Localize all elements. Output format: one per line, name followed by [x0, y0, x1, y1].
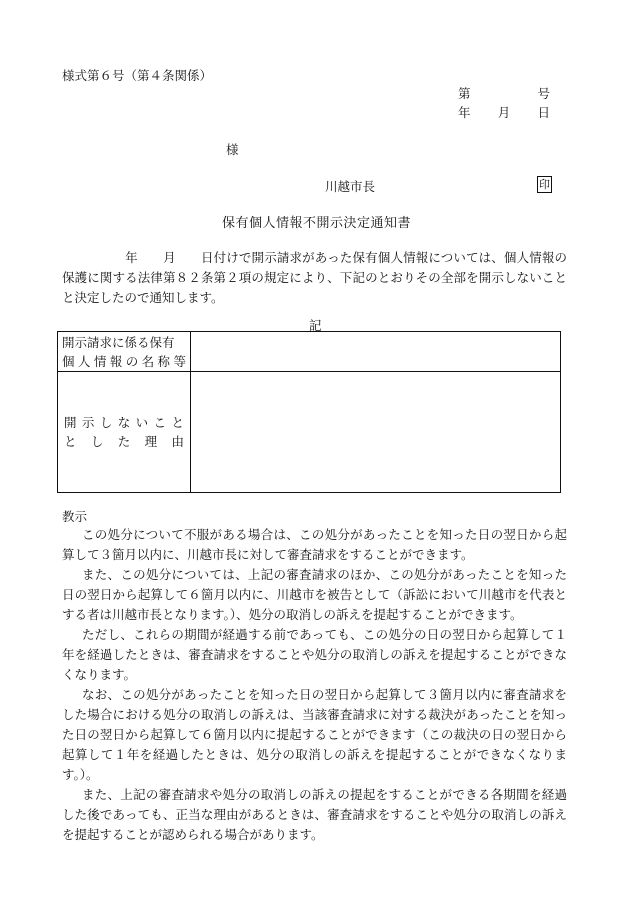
label-reason-line1	[64, 413, 184, 432]
date-month-label: 月	[497, 105, 511, 120]
ki-heading: 記	[309, 318, 322, 333]
label-char: 報	[109, 353, 123, 369]
form-number: 様式第６号（第４条関係）	[62, 68, 213, 83]
label-char: と	[64, 434, 77, 449]
issuer-name: 川越市長	[325, 179, 376, 194]
date-line	[458, 103, 550, 121]
label-char: 等	[173, 353, 186, 369]
label-char: 理	[144, 434, 158, 449]
notice-body-paragraph: 年 月 日付けで開示請求があった保有個人情報については、個人情報の保護に関する法律第８２条第２項の規定により、下記のとおりその全部を開示しないことと決定したので通知します。	[62, 250, 567, 305]
kyoji-heading: 教示	[62, 509, 88, 524]
number-suffix: 号	[537, 86, 550, 101]
label-reason-line2	[64, 432, 184, 451]
label-char: た	[117, 434, 131, 449]
recipient-honorific: 様	[226, 142, 239, 157]
kyoji-paragraph: ただし、これらの期間が経過する前であっても、この処分の日の翌日から起算して１年を経過したときは、審査請求をすることや処分の取消しの訴えを提起することができなくなります。	[62, 627, 567, 682]
table-row-reason	[58, 372, 561, 493]
kyoji-body	[62, 525, 567, 845]
label-cell-info-name	[58, 332, 191, 372]
kyoji-paragraph: また、この処分については、上記の審査請求のほか、この処分があったことを知った日の翌日から起算して６箇月以内に、川越市を被告として（訴訟において川越市を代表とする者は川越市長となります。）、処分の取消しの訴えを提起することができます。	[62, 567, 567, 622]
label-cell-reason	[58, 372, 191, 493]
value-cell-reason[interactable]	[191, 372, 561, 493]
value-cell-info-name[interactable]	[191, 332, 561, 372]
kyoji-paragraph: なお、この処分があったことを知った日の翌日から起算して３箇月以内に審査請求をした場合における処分の取消しの訴えは、当該審査請求に対する裁決があったことを知った日の翌日から起算して６箇月以内に提起することができます（この裁決の日の翌日から起算して１年を経過したときは、処分の取消しの訴えを提起することができなくなります。）。	[62, 687, 567, 782]
label-char: 示	[81, 415, 95, 430]
kyoji-paragraph: また、上記の審査請求や処分の取消しの訴えの提起をすることができる各期間を経過した後であっても、正当な理由があるときは、審査請求をすることや処分の取消しの訴えを提起することが認められる場合があります。	[62, 787, 567, 842]
document-number-line	[458, 84, 550, 102]
label-char: 情	[93, 353, 107, 369]
label-info-name	[58, 333, 190, 371]
label-char: し	[90, 434, 104, 449]
label-char: こ	[153, 415, 167, 430]
date-year-label: 年	[458, 105, 471, 120]
label-char: し	[99, 415, 113, 430]
label-char: 由	[171, 434, 184, 449]
label-char: 個	[62, 353, 75, 369]
kyoji-paragraph: この処分について不服がある場合は、この処分があったことを知った日の翌日から起算して３箇月以内に、川越市長に対して審査請求をすることができます。	[62, 527, 567, 562]
label-char: と	[171, 415, 184, 430]
label-reason	[58, 413, 190, 451]
document-title: 保有個人情報不開示決定通知書	[222, 216, 412, 231]
label-char: 名	[141, 353, 155, 369]
label-char: の	[125, 353, 139, 369]
notice-table	[57, 331, 561, 493]
table-row-info-name	[58, 332, 561, 372]
label-info-name-line1: 開示請求に係る保有	[62, 334, 175, 350]
seal-mark: 印	[539, 178, 550, 191]
label-char: 人	[77, 353, 91, 369]
label-info-name-line2	[62, 352, 186, 371]
label-char: な	[117, 415, 131, 430]
label-char: い	[135, 415, 149, 430]
number-prefix: 第	[458, 86, 471, 101]
label-char: 開	[64, 415, 77, 430]
date-day-label: 日	[537, 105, 550, 120]
label-char: 称	[157, 353, 171, 369]
